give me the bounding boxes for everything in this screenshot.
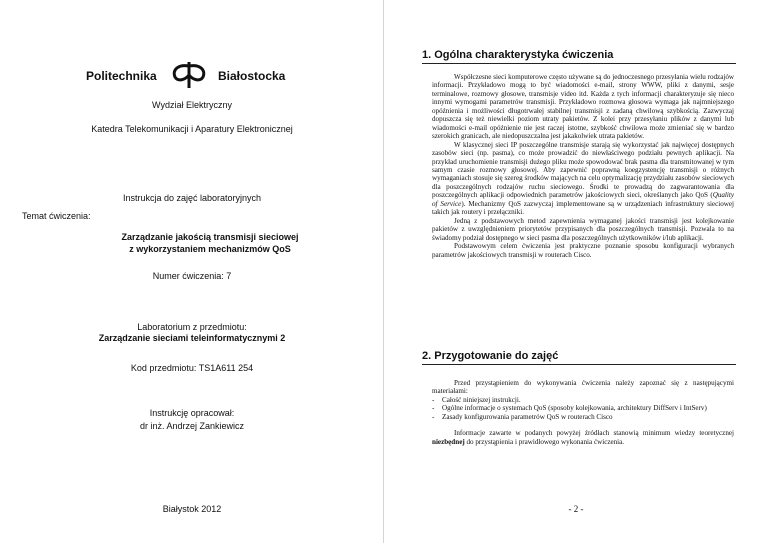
materials-list — [432, 396, 734, 421]
author-label: Instrukcję opracował: — [149, 408, 235, 418]
section-2-body — [432, 371, 734, 446]
topic-title — [40, 231, 380, 255]
list-item: - Ogólne informacje o systemach QoS (sposoby kolejkowania, architektury DiffServ i IntServ) — [432, 404, 734, 412]
section-2-outro: Informacje zawarte w podanych powyżej źródłach stanowią minimum wiedzy teoretycznej niezbędnej do przystąpienia i prawidłowego wykonania ćwiczenia. — [432, 429, 734, 446]
city-year: Białystok 2012 — [162, 504, 222, 514]
page-number: - 2 - — [568, 504, 584, 514]
topic-label: Temat ćwiczenia: — [22, 211, 91, 221]
instruction-type: Instrukcja do zajęć laboratoryjnych — [122, 193, 262, 203]
section-2-rule — [422, 364, 736, 365]
author-name: dr inż. Andrzej Zankiewicz — [139, 421, 245, 431]
list-item: - Zasady konfigurowania parametrów QoS w routerach Cisco — [432, 413, 734, 421]
topic-title-line-1: Zarządzanie jakością transmisji sieciowej — [121, 232, 299, 242]
section-1-paragraph: Podstawowym celem ćwiczenia jest praktyczne poznanie sposobu konfiguracji wybranych parametrów jakościowych transmisji w routerach Cisco. — [432, 242, 734, 259]
section-1-paragraph: Współczesne sieci komputerowe często używane są do jednoczesnego przesyłania wielu rodzajów informacji. Przykładowo mogą to być wiadomości e-mail, strony WWW, pliki z danymi, sesje terminalowe, rozmowy głosowe, transmisje video itd. Każda z tych informacji charakteryzuje się nieco innymi wymogami parametrów transmisji. Przykładowo rozmowa głosowa wymaga jak najmniejszego opóźnienia i możliwości długotrwałej stabilnej transmisji z zadaną chwilową szybkością. Zazwyczaj dopuszcza się też niewielki poziom utraty pakietów. Z kolei przy przesyłaniu plików z danymi lub wiadomości e-mail opóźnienie nie jest raczej istotne, szybkość chwilowa może zmieniać się w bardzo szerokich granicach, ale niedopuszczalna jest jakakolwiek utrata pakietów. — [432, 73, 734, 141]
university-logo — [0, 60, 384, 90]
list-item: - Całość niniejszej instrukcji. — [432, 396, 734, 404]
topic-title-line-2: z wykorzystaniem mechanizmów QoS — [129, 244, 291, 254]
logo-text-left: Politechnika — [86, 69, 157, 83]
emphasis-bold: niezbędnej — [432, 437, 465, 446]
lab-prefix: Laboratorium z przedmiotu: — [137, 322, 247, 332]
department-name: Katedra Telekomunikacji i Aparatury Elektronicznej — [91, 124, 293, 134]
university-emblem-icon — [170, 60, 208, 90]
section-1-rule — [422, 63, 736, 64]
section-2-heading: 2. Przygotowanie do zajęć — [422, 350, 559, 362]
faculty-name: Wydział Elektryczny — [152, 100, 232, 110]
section-2-intro: Przed przystąpieniem do wykonywania ćwiczenia należy zapoznać się z następującymi materiałami: — [432, 379, 734, 396]
qos-term: Quality of Service — [432, 191, 734, 208]
section-1-heading: 1. Ogólna charakterystyka ćwiczenia — [422, 49, 614, 61]
course-code: Kod przedmiotu: TS1A611 254 — [130, 363, 254, 373]
lab-course-name: Zarządzanie sieciami teleinformatycznymi 2 — [98, 333, 286, 343]
logo-text-right: Białostocka — [218, 69, 286, 83]
section-1-body — [432, 73, 734, 259]
section-1-paragraph: W klasycznej sieci IP poszczególne transmisje starają się wykorzystać jak najwięcej dostępnych zasobów sieci (np. pasma), co może prowadzić do niewłaściwego podziału pewnych aplikacji. Na przykład uruchomienie transmisji dużego pliku może spowodować brak pasma dla transmitowanej w tym samym czasie rozmowy głosowej. Aby zapewnić poprawną koegzystencję transmisji o różnych wymaganiach stosuje się szereg środków mających na celu optymalizację przydziału zasobów sieciowych dla poszczególnych rodzajów ruchu sieciowego. Środki te prowadzą do zagwarantowania dla poszczególnych aplikacji odpowiednich parametrów jakościowych sieci, określanych jako QoS (Quality of Service). Mechanizmy QoS zazwyczaj implementowane są w urządzeniach infrastruktury sieciowej takich jak routery i przełączniki. — [432, 140, 734, 217]
section-1-paragraph: Jedną z podstawowych metod zapewnienia wymaganej jakości transmisji jest kolejkowanie pakietów z uwzględnieniem priorytetów przypisanych dla poszczególnych transmisji. Pozwala to na świadomy podział dostępnego w sieci pasma dla poszczególnych użytkowników i/lub aplikacji. — [432, 216, 734, 242]
exercise-number: Numer ćwiczenia: 7 — [152, 271, 232, 281]
